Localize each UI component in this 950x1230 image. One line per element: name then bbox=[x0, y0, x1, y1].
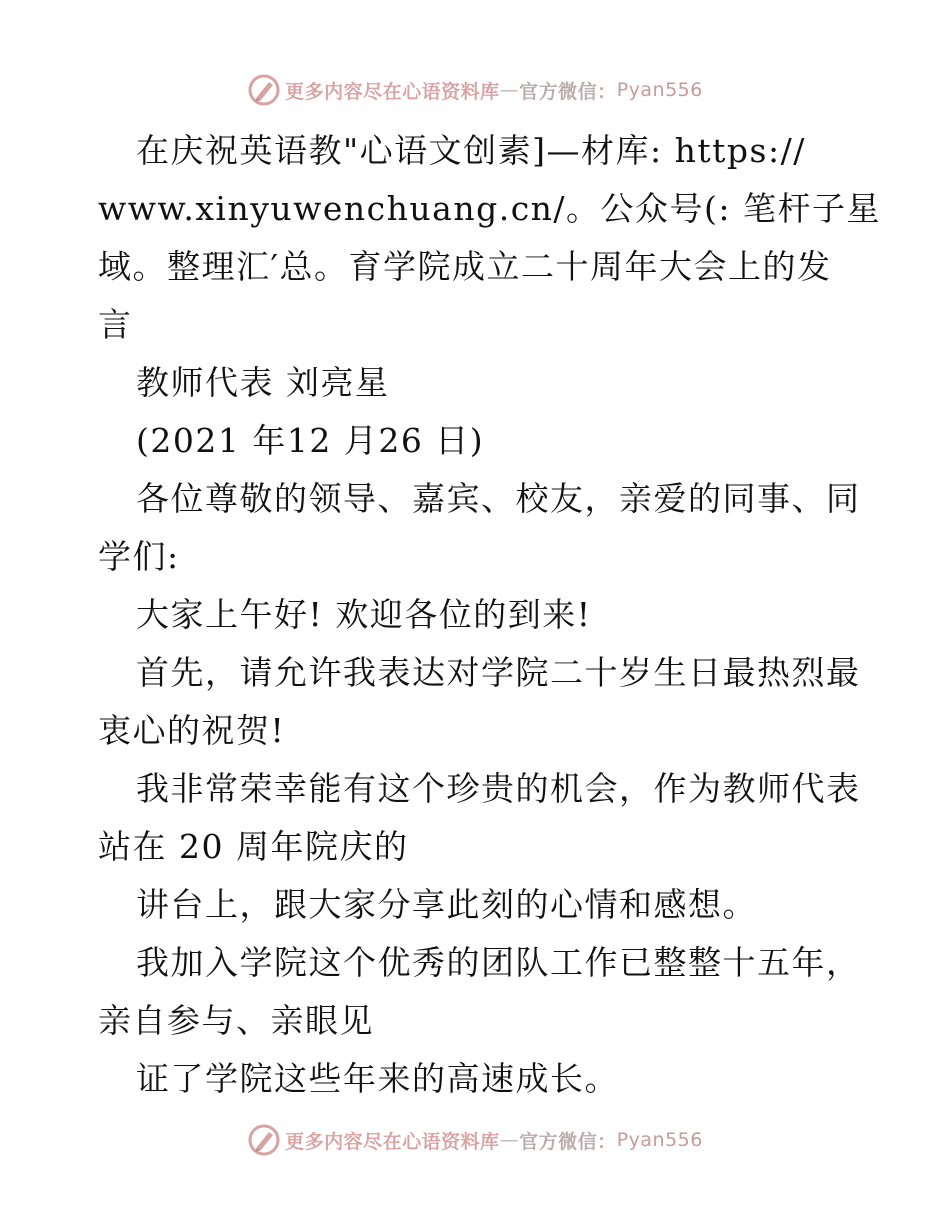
footer-watermark bbox=[0, 1120, 950, 1160]
text-line: 域。整理汇′总。育学院成立二十周年大会上的发 bbox=[98, 247, 832, 286]
watermark-main-text: 更多内容尽在心语资料库 bbox=[285, 80, 500, 103]
text-line: 言 bbox=[98, 305, 133, 344]
text-line: 各位尊敬的领导、嘉宾、校友，亲爱的同事、同 bbox=[136, 479, 861, 518]
date-line: (2021 年12 月26 日) bbox=[136, 421, 485, 460]
watermark-separator: — bbox=[499, 1129, 520, 1151]
header-watermark bbox=[0, 70, 950, 110]
text-line: 我加入学院这个优秀的团队工作已整整十五年， bbox=[136, 943, 861, 982]
watermark-wechat-id: Pyan556 bbox=[616, 1129, 703, 1151]
text-line: 首先，请允许我表达对学院二十岁生日最热烈最 bbox=[136, 653, 861, 692]
text-line: 站在 20 周年院庆的 bbox=[98, 827, 409, 866]
watermark-wechat-label: 官方微信： bbox=[519, 80, 617, 103]
watermark-wechat-label: 官方微信： bbox=[519, 1130, 617, 1153]
text-line: 亲自参与、亲眼见 bbox=[98, 1001, 374, 1040]
text-line: 我非常荣幸能有这个珍贵的机会，作为教师代表 bbox=[136, 769, 861, 808]
document-body bbox=[98, 122, 882, 1108]
watermark-wechat-id: Pyan556 bbox=[616, 79, 703, 101]
watermark-separator: — bbox=[499, 79, 520, 101]
text-line: 证了学院这些年来的高速成长。 bbox=[136, 1059, 619, 1098]
text-line: 讲台上，跟大家分享此刻的心情和感想。 bbox=[136, 885, 757, 924]
text-line: 学们: bbox=[98, 537, 180, 576]
text-line: 在庆祝英语教"心语文创素]—材库: https:// bbox=[136, 131, 806, 170]
speaker-line: 教师代表 刘亮星 bbox=[136, 363, 390, 402]
text-line: 衷心的祝贺! bbox=[98, 711, 286, 750]
pen-logo-icon bbox=[247, 73, 281, 107]
text-line: 大家上午好! 欢迎各位的到来! bbox=[136, 595, 592, 634]
pen-logo-icon bbox=[247, 1123, 281, 1157]
watermark-main-text: 更多内容尽在心语资料库 bbox=[285, 1130, 500, 1153]
text-line: www.xinyuwenchuang.cn/。公众号(: 笔杆子星 bbox=[98, 189, 882, 228]
